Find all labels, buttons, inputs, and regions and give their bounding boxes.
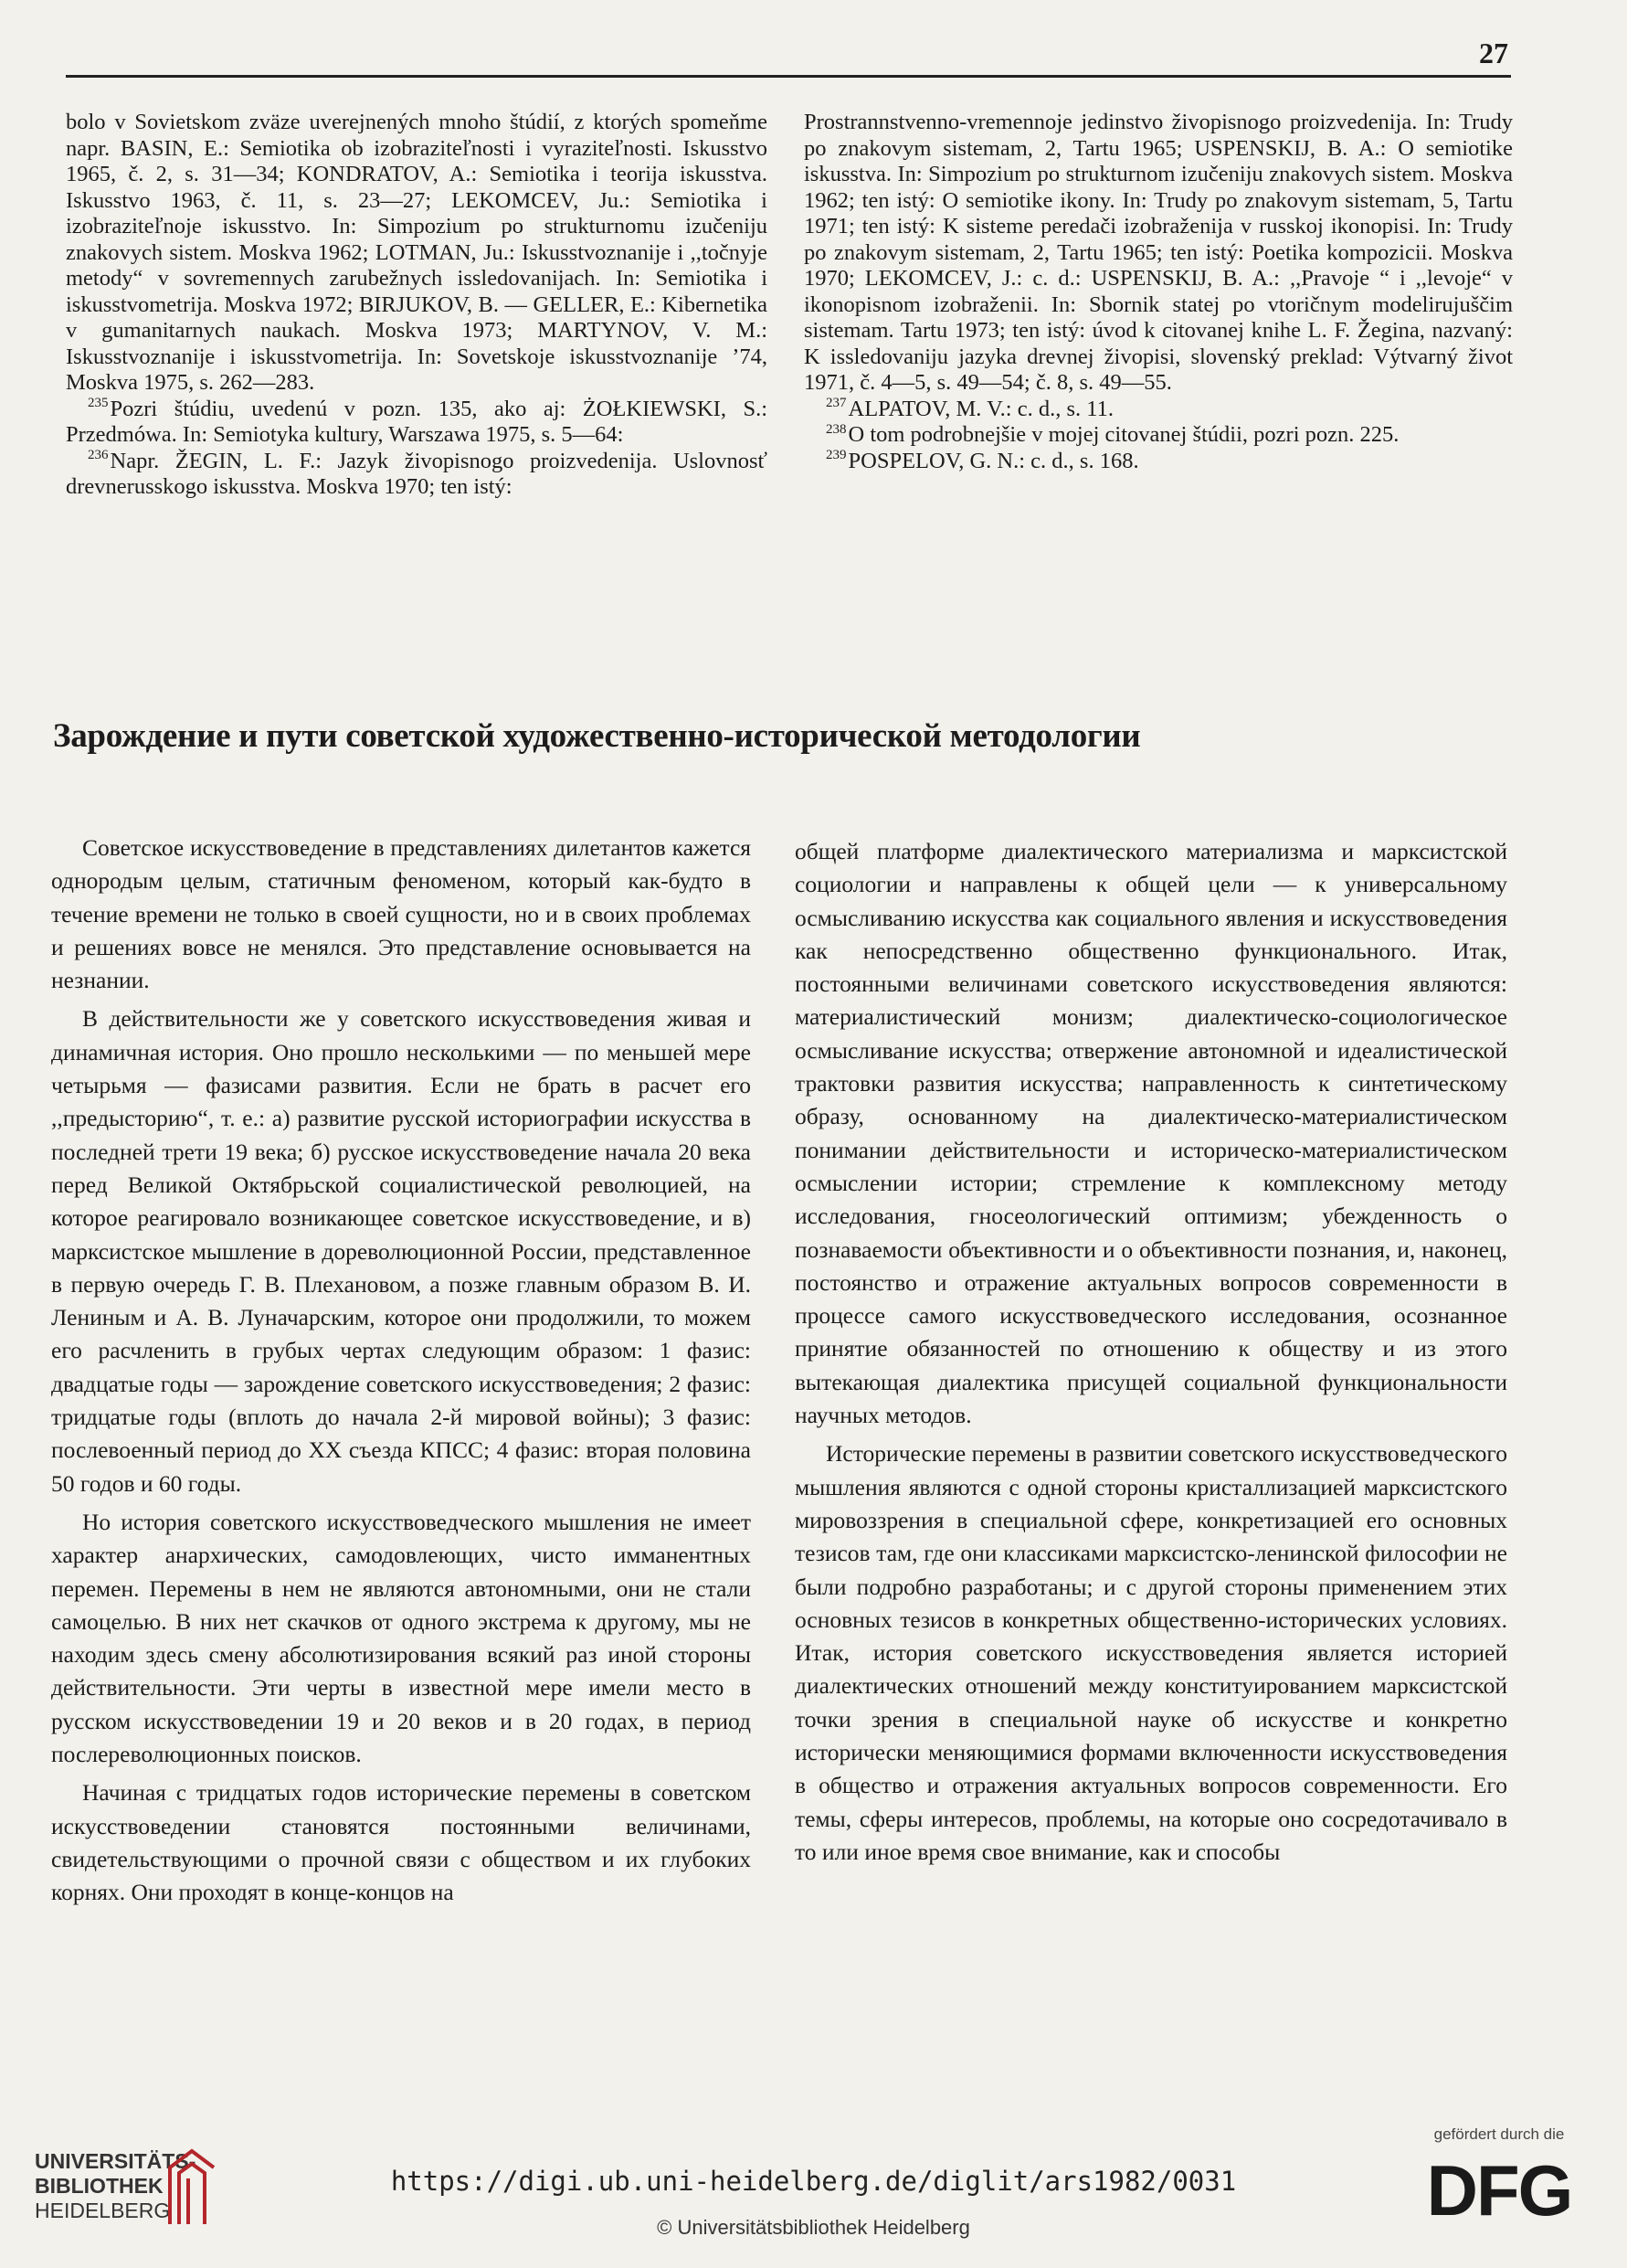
- footnote-235: [66, 397, 767, 449]
- footnote-number: 239: [826, 448, 847, 463]
- footnote-number: 235: [88, 396, 109, 411]
- body-left-column: [51, 832, 751, 1910]
- footnote-text: Napr. ŽEGIN, L. F.: Jazyk živopisnogo proizvedenija. Uslovnosť drevnerusskogo iskusstva. Moskva 1970; ten istý:: [66, 448, 767, 499]
- body-right-column: [795, 835, 1507, 1869]
- footnotes-right-column: [804, 110, 1513, 474]
- dfg-logo[interactable]: DFG: [1426, 2150, 1572, 2231]
- body-paragraph: Но история советского искусствоведческого мышления не имеет характер анархических, самодовлеющих, чисто имманентных перемен. Перемены в нем не являются автономными, они не стали самоцелью. В них нет скачков от одного экстрема к другому, мы не находим здесь смену абсолютизирования всякий раз иной стороны действительности. Эти черты в известной мере имели место в русском искусствоведении 19 и 20 веков и в 20 годах, в период послереволюционных поисков.: [51, 1508, 751, 1768]
- viewer-footer: [0, 2129, 1627, 2268]
- footnote-236: [66, 449, 767, 501]
- footnote-237: [804, 397, 1513, 423]
- library-name-line: BIBLIOTHEK: [35, 2174, 164, 2198]
- footnote-text: O tom podrobnejšie v mojej citovanej štúdii, pozri pozn. 225.: [848, 422, 1400, 447]
- footnote-continuation: Prostrannstvenno-vremennoje jedinstvo živopisnogo proizvedenija. In: Trudy po znakovym sistemam, 2, Tartu 1965; USPENSKIJ, B. A.: O semiotike iskusstva. In: Simpozium po strukturnom izučeniju znakovych sistem. Moskva 1962; ten istý: O semiotike ikony. In: Trudy po znakovym sistemam, 5, Tartu 1971; ten istý: K sisteme peredači izobraženija v russkoj ikonopisi. In: Trudy po znakovym sistemam, 2, Tartu 1965; ten istý: Poetika kompozicii. Moskva 1970; LEKOMCEV, J.: c. d.: USPENSKIJ, B. A.: ,,Pravoje “ i ,,levoje“ v ikonopisnom izobraženii. In: Sbornik statej po vtoričnym modelirujuščim sistemam. Tartu 1973; ten istý: úvod k citovanej knihe L. F. Žegina, nazvaný: K issledovaniju jazyka drevnej živopisi, slovenský preklad: Výtvarný život 1971, č. 4—5, s. 49—54; č. 8, s. 49—55.: [804, 110, 1513, 395]
- permalink-url[interactable]: https://digi.ub.uni-heidelberg.de/diglit/ars1982/0031: [390, 2166, 1237, 2197]
- article-heading: Зарождение и пути советской художественно-исторической методологии: [53, 717, 1141, 755]
- body-paragraph: Начиная с тридцатых годов исторические перемены в советском искусствоведении становятся постоянными величинами, свидетельствующими о прочной связи с обществом и их глубоких корнях. Они проходят в конце-концов на: [51, 1779, 751, 1906]
- footnote-number: 236: [88, 448, 109, 463]
- library-name-line: HEIDELBERG: [35, 2199, 171, 2222]
- footnote-239: [804, 449, 1513, 475]
- copyright-notice: © Universitätsbibliothek Heidelberg: [657, 2216, 970, 2239]
- footnote-text: Pozri štúdiu, uvedenú v pozn. 135, ako aj: ŻOŁKIEWSKI, S.: Przedmówa. In: Semiotyka kultury, Warszawa 1975, s. 5—64:: [66, 396, 767, 447]
- header-rule: [66, 75, 1511, 78]
- footnotes-left-column: [66, 110, 767, 501]
- body-paragraph: Исторические перемены в развитии советского искусствоведческого мышления являются с одной стороны кристаллизацией марксистского мировоззрения в специальной сфере, конкретизацией его основных тезисов там, где они классиками марксистско-ленинской философии не были подробно разработаны; и с другой стороны применением этих основных тезисов в конкретных общественно-исторических условиях. Итак, история советского искусствоведения является историей диалектических отношений между конституированием марксистской точки зрения в специальной науке об искусстве и конкретно исторически меняющимися формами включенности искусствоведения в общество и отражения актуальных вопросов современности. Его темы, сферы интересов, проблемы, на которые оно сосредотачивало в то или иное время свое внимание, как и способы: [795, 1440, 1507, 1865]
- footnote-continuation: bolo v Sovietskom zväze uverejnených mnoho štúdií, z ktorých spomeňme napr. BASIN, E.: Semiotika ob izobraziteľnosti i vyraziteľnosti. Iskusstvo 1965, č. 2, s. 31—34; KONDRATOV, A.: Semiotika i teorija iskusstva. Iskusstvo 1963, č. 11, s. 23—27; LEKOMCEV, Ju.: Semiotika i izobraziteľnoje iskusstvo. In: Simpozium po strukturnomu izučeniju znakovych sistem. Moskva 1962; LOTMAN, Ju.: Iskusstvoznanije i ,,točnyje metody“ v sovremennych zarubežnych issledovanijach. In: Semiotika i iskusstvometrija. Moskva 1972; BIRJUKOV, B. — GELLER, E.: Kibernetika v gumanitarnych naukach. Moskva 1973; MARTYNOV, V. M.: Iskusstvoznanije i iskusstvometrija. In: Sovetskoje iskusstvoznanije ’74, Moskva 1975, s. 262—283.: [66, 110, 767, 395]
- body-paragraph: В действительности же у советского искусствоведения живая и динамичная история. Оно прошло несколькими — по меньшей мере четырьмя — фазисами развития. Если не брать в расчет его ,,предысторию“, т. е.: а) развитие русской историографии искусства в последней трети 19 века; б) русское искусствоведение начала 20 века перед Великой Октябрьской социалистической революцией, на которое реагировало возникающее советское искусствоведение, и в) марксистское мышление в дореволюционной России, представленное в первую очередь Г. В. Плехановом, а позже главным образом В. И. Лениным и А. В. Луначарским, которое они продолжили, то можем его расчленить в грубых чертах следующим образом: 1 фазис: двадцатые годы — зарождение советского искусствоведения; 2 фазис: тридцатые годы (вплоть до начала 2-й мировой войны); 3 фазис: послевоенный период до XX съезда КПСС; 4 фазис: вторая половина 50 годов и 60 годы.: [51, 1005, 751, 1497]
- footnote-text: POSPELOV, G. N.: c. d., s. 168.: [848, 448, 1139, 473]
- funding-note: gefördert durch die: [1433, 2125, 1565, 2143]
- body-paragraph: Советское искусствоведение в представлениях дилетантов кажется однородым целым, статичным феноменом, который как-будто в течение времени не только в своей сущности, но и в своих проблемах и решениях вовсе не менялся. Это представление основывается на незнании.: [51, 834, 751, 994]
- footnote-text: ALPATOV, M. V.: c. d., s. 11.: [848, 396, 1114, 421]
- body-paragraph: общей платформе диалектического материализма и марксистской социологии и направлены к общей цели — к универсальному осмысливанию искусства как социального явления и искусствоведения как непосредственно общественно функционального. Итак, постоянными величинами советского искусствоведения являются: материалистический монизм; диалектическо-социологическое осмысливание искусства; отвержение автономной и идеалистической трактовки развития искусства; направленность к синтетическому образу, основанному на диалектическо-материалистическом понимании действительности и историческо-материалистическом осмыслении истории; стремление к комплексному методу исследования, гносеологический оптимизм; убежденность о познаваемости объективности и о объективности познания, и, наконец, постоянство и отражение актуальных вопросов современности в процессе самого искусствоведческого исследования, осознанное принятие обязанностей по отношению к обществу и из этого вытекающая диалектика присущей социальной функциональности научных методов.: [795, 838, 1507, 1429]
- footnote-238: [804, 422, 1513, 449]
- library-name-line: UNIVERSITÄTS-: [35, 2149, 196, 2173]
- page-number: 27: [1479, 37, 1508, 69]
- footnote-number: 237: [826, 396, 847, 411]
- footnote-number: 238: [826, 421, 847, 437]
